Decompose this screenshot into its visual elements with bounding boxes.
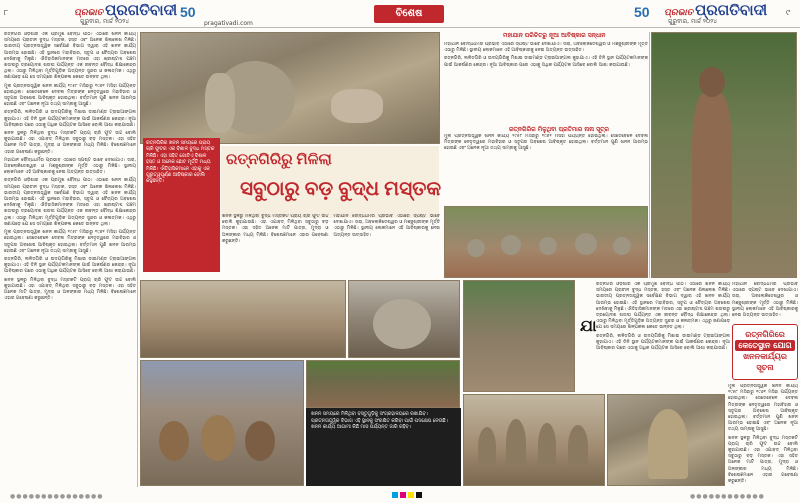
masthead-right [560,2,796,26]
stupa-3 [538,423,556,467]
logo-prefix: ପ୍ରଭାତ [664,7,694,17]
body-paragraph: ମହାଯାନ ବୌଦ୍ଧଧର୍ମର ପ୍ରଭାବ ଏଠାରେ ସ୍ପଷ୍ଟ ଭାବେ ଦେଖାଯାଏ। ତାରା, ଅବଲୋକିତେଶ୍ୱର ଓ ମଞ୍ଜୁଶ୍ରୀଙ୍କ ମୂର୍ତ୍ତି ଏଠାରୁ ମିଳିଛି। ସ୍ଥାନୀୟ ଲୋକମାନେ ଏହି ଆବିଷ୍କାରକୁ ନେଇ ଅତ୍ୟନ୍ତ ଉତ୍ସାହିତ। [444,42,648,54]
stone-elephant-head-photo [348,280,460,358]
column-divider [649,32,650,278]
excavation-buddha-head-photo [140,32,440,144]
body-paragraph: ଖନନ ସ୍ଥଳରୁ ମିଳିଥିବା ବୁଦ୍ଧ ମସ୍ତକଟି ପ୍ରାୟ ଚାରି ଫୁଟ ଉଚ୍ଚ ବୋଲି କୁହାଯାଉଛି। ଏହା ଏଯାବତ୍ ମିଳିଥିବା ସବୁଠାରୁ ବଡ଼ ମସ୍ତକ। ଏହା ସହିତ ଅନେକ ମାଟି ପାତ୍ର, ମୁଦ୍ରା ଓ ଅଳଙ୍କାର ମଧ୍ୟ ମିଳିଛି। ବିଶେଷଜ୍ଞମାନେ ଏହାର ଗବେଷଣା କରୁଛନ୍ତି। [4,277,136,302]
stupa-1 [478,427,496,467]
stupa-large [648,409,688,479]
headline-line-1: ରତ୍ନଗିରିରୁ ମିଳିଲା [226,152,332,168]
logo-text: ପ୍ରଗତିବାଦୀ [105,3,178,19]
registration-dots-right: ●●●●●●●●●●●● [690,493,765,500]
small-head-3 [539,237,557,255]
column-divider [137,32,138,487]
body-paragraph: ମହାଯାନ ବୌଦ୍ଧଧର୍ମର ପ୍ରଭାବ ଏଠାରେ ସ୍ପଷ୍ଟ ଭାବେ ଦେଖାଯାଏ। ତାରା, ଅବଲୋକିତେଶ୍ୱର ଓ ମଞ୍ଜୁଶ୍ରୀଙ୍କ ମୂର୍ତ୍ତି ଏଠାରୁ ମିଳିଛି। ସ୍ଥାନୀୟ ଲୋକମାନେ ଏହି ଆବିଷ୍କାରକୁ ନେଇ ଅତ୍ୟନ୍ତ ଉତ୍ସାହିତ। [333,214,440,238]
stupa-2 [506,419,526,467]
small-head-4 [575,233,597,255]
pot-2 [201,415,235,461]
body-paragraph: ରତ୍ନଗିରି, ଲଳିତଗିରି ଓ ଉଦୟଗିରିକୁ ମିଶାଇ ଡାଇମଣ୍ଡ ଟ୍ରାଇଆଙ୍ଗଲ କୁହାଯାଏ। ଏହି ତିନି ସ୍ଥାନ ପର୍ଯ୍ୟଟକମାନଙ୍କ ପାଇଁ ଆକର୍ଷଣର କେନ୍ଦ୍ର। ନୂଆ ଆବିଷ୍କାର ପରେ ଏଠାକୁ ଅଧିକ ପର୍ଯ୍ୟଟକ ଆସିବେ ବୋଲି ଆଶା କରାଯାଉଛି। [4,256,136,275]
body-paragraph: ରତ୍ନଗିରି ଓଡ଼ିଶାର ଏକ ପ୍ରମୁଖ ବୌଦ୍ଧ ପୀଠ। ଏଠାରେ ଖନନ କାର୍ଯ୍ୟ ସମୟରେ ପ୍ରାଚୀନ ବୁଦ୍ଧ ମସ୍ତକ, ହସ୍ତ ଏବଂ ଅନେକ ଶିଳାଲେଖ ମିଳିଛି। ଭାରତୀୟ ପ୍ରତ୍ନତାତ୍ତ୍ୱିକ ସର୍ବେକ୍ଷଣ ବିଭାଗ ଦ୍ୱାରା ଏହି ଖନନ କାର୍ଯ୍ୟ ଆରମ୍ଭ ହୋଇଛି। ଏହି ସ୍ଥାନରେ ମହାବିହାର, ସ୍ତୂପ ଓ ଚୈତ୍ୟର ଅବଶେଷ ଦେଖିବାକୁ ମିଳୁଛି। ଐତିହାସିକମାନଙ୍କ ମତରେ ଏହା ଖ୍ରୀଷ୍ଟାବ୍ଦ ପଞ୍ଚମ ଶତାବ୍ଦୀରୁ ତ୍ରୟୋଦଶ ଶତାବ୍ଦୀ ପର୍ଯ୍ୟନ୍ତ ଏକ ଜୀବନ୍ତ ବୌଦ୍ଧ ଶିକ୍ଷାକେନ୍ଦ୍ର ଥିଲା। ଏଠାରୁ ମିଳିଥିବା ମୂର୍ତ୍ତିଗୁଡ଼ିକ ଅତ୍ୟନ୍ତ ସୁନ୍ଦର ଓ କଳାତ୍ମକ। ଏଥିରୁ ଜଣାପଡ଼େ ଯେ ସେ ସମୟରେ ଶିଳ୍ପକଳା କେତେ ଉନ୍ନତ ଥିଲା। [4,32,136,81]
pot-1 [159,421,189,461]
small-head-1 [467,239,485,257]
statue-figure [692,93,732,273]
body-column-5 [596,282,730,392]
page-number-left: ୮ [4,8,9,17]
highlight-box-red: ରତ୍ନଗିରିର ଖନନ ସମୟରେ ପ୍ରାୟ ଚାରି ଫୁଟର ଏକ ବିଶାଳ ବୁଦ୍ଧ ମସ୍ତକ ମିଳିଛି। ଏହା ସହିତ ଗୋଟିଏ ବିଶାଳ ହସ୍ତ ଓ ଅନେକ ଛୋଟ ମୂର୍ତ୍ତି ମଧ୍ୟ ମିଳିଛି। ଐତିହାସିକମାନେ ଏହାକୁ ଏକ ଗୁରୁତ୍ୱପୂର୍ଣ୍ଣ ଆବିଷ୍କାର ବୋଲି କହୁଛନ୍ତି। [143,138,220,272]
body-paragraph: ରତ୍ନଗିରି, ଲଳିତଗିରି ଓ ଉଦୟଗିରିକୁ ମିଶାଇ ଡାଇମଣ୍ଡ ଟ୍ରାଇଆଙ୍ଗଲ କୁହାଯାଏ। ଏହି ତିନି ସ୍ଥାନ ପର୍ଯ୍ୟଟକମାନଙ୍କ ପାଇଁ ଆକର୍ଷଣର କେନ୍ଦ୍ର। ନୂଆ ଆବିଷ୍କାର ପରେ ଏଠାକୁ ଅଧିକ ପର୍ଯ୍ୟଟକ ଆସିବେ ବୋଲି ଆଶା କରାଯାଉଛି। [596,333,730,352]
small-head-5 [613,237,631,255]
subheading-2: ରତ୍ନଗିରିର ମିଳୁଥିବା ପ୍ରତିମାର ନାନା ସୂତ୍ର [509,126,609,133]
body-paragraph: ମୁଲ ପ୍ରତ୍ନତାତ୍ତ୍ୱିକ ଖନନ କାର୍ଯ୍ୟ ୧୯୫୮ ମସିହାରୁ ୧୯୬୧ ମସିହା ପର୍ଯ୍ୟନ୍ତ ହୋଇଥିଲା। ସେତେବେଳେ ଦେବଳା ମିତ୍ରଙ୍କ ନେତୃତ୍ୱରେ ମହାବିହାର ଓ ସ୍ତୂପର ଅବଶେଷ ଆବିଷ୍କୃତ ହୋଇଥିଲା। ବର୍ତ୍ତମାନ ପୁଣି ଖନନ ଆରମ୍ଭ ହୋଇଛି ଏବଂ ଅନେକ ନୂଆ ତଥ୍ୟ ସାମ୍ନାକୁ ଆସୁଛି। [4,83,136,108]
statue-head [699,67,725,97]
small-head-2 [501,235,521,255]
pull-quote-line-1: ରତ୍ନଗିରିରେ [745,330,785,339]
yellow-swatch [408,492,414,498]
pull-quote-line-3: ଖନନକାର୍ଯ୍ୟର [743,352,787,361]
caption-box-dark: ଖନନ ସମୟରେ ମିଳିଥିବା ବସ୍ତୁଗୁଡ଼ିକୁ ସଂଗ୍ରହାଳୟରେ ରଖାଯିବ। ପ୍ରତ୍ନତାତ୍ତ୍ୱିକ ବିଭାଗ ଏହି ସ୍ଥାନକୁ ସଂରକ୍ଷିତ କରିବା ପାଇଁ ପଦକ୍ଷେପ ନେଉଛି। ଖନନ କାର୍ଯ୍ୟ ଆଗାମୀ କିଛି ମାସ ପର୍ଯ୍ୟନ୍ତ ଜାରି ରହିବ। [306,408,461,486]
elephant-head-sculpture [373,299,431,349]
pull-quote-line-2: କେତେସ୍ଥାନ ଯୋଗ [735,340,794,351]
stupa-4 [568,425,588,467]
ancient-pots-and-artifacts-photo [140,360,304,486]
masthead-left [4,2,344,26]
body-column-3 [444,42,648,122]
stone-hand [331,89,383,123]
stone-heads-on-bricks-photo [444,206,648,278]
drop-cap: ଯା [580,318,597,335]
pot-3 [245,421,275,461]
masthead [0,0,800,28]
website-label: pragativadi.com [204,20,253,27]
pull-quote-line-4: ସୂଚନା [756,363,774,372]
workers-at-excavation-photo [463,280,575,392]
registration-dots-left: ●●●●●●●●●●●●●●● [10,493,104,500]
black-swatch [416,492,422,498]
body-column-7 [728,384,798,488]
body-column-1 [4,32,136,487]
body-column-2 [222,214,440,276]
body-paragraph: ମୁଲ ପ୍ରତ୍ନତାତ୍ତ୍ୱିକ ଖନନ କାର୍ଯ୍ୟ ୧୯୫୮ ମସିହାରୁ ୧୯୬୧ ମସିହା ପର୍ଯ୍ୟନ୍ତ ହୋଇଥିଲା। ସେତେବେଳେ ଦେବଳା ମିତ୍ରଙ୍କ ନେତୃତ୍ୱରେ ମହାବିହାର ଓ ସ୍ତୂପର ଅବଶେଷ ଆବିଷ୍କୃତ ହୋଇଥିଲା। ବର୍ତ୍ତମାନ ପୁଣି ଖନନ ଆରମ୍ଭ ହୋଇଛି ଏବଂ ଅନେକ ନୂଆ ତଥ୍ୟ ସାମ୍ନାକୁ ଆସୁଛି। [444,134,648,152]
section-title: ବିଶେଷ [374,5,444,23]
anniversary-badge-left: 50 [180,4,196,20]
stupa-detail-photo [607,394,725,486]
body-column-6 [732,282,798,322]
logo-prefix: ପ୍ରଭାତ [74,7,104,17]
headline-line-2: ସବୁଠାରୁ ବଡ଼ ବୁଦ୍ଧ ମସ୍ତକ [240,178,442,200]
standing-buddha-statue-photo [651,32,797,278]
body-paragraph: ମୁଲ ପ୍ରତ୍ନତାତ୍ତ୍ୱିକ ଖନନ କାର୍ଯ୍ୟ ୧୯୫୮ ମସିହାରୁ ୧୯୬୧ ମସିହା ପର୍ଯ୍ୟନ୍ତ ହୋଇଥିଲା। ସେତେବେଳେ ଦେବଳା ମିତ୍ରଙ୍କ ନେତୃତ୍ୱରେ ମହାବିହାର ଓ ସ୍ତୂପର ଅବଶେଷ ଆବିଷ୍କୃତ ହୋଇଥିଲା। ବର୍ତ୍ତମାନ ପୁଣି ଖନନ ଆରମ୍ଭ ହୋଇଛି ଏବଂ ଅନେକ ନୂଆ ତଥ୍ୟ ସାମ୍ନାକୁ ଆସୁଛି। [728,384,798,433]
cyan-swatch [392,492,398,498]
pull-quote [732,324,798,380]
logo-text: ପ୍ରଗତିବାଦୀ [695,3,768,19]
anniversary-badge-right: 50 [634,4,650,20]
page-number-right: ୯ [786,8,790,17]
body-paragraph: ରତ୍ନଗିରି, ଲଳିତଗିରି ଓ ଉଦୟଗିରିକୁ ମିଶାଇ ଡାଇମଣ୍ଡ ଟ୍ରାଇଆଙ୍ଗଲ କୁହାଯାଏ। ଏହି ତିନି ସ୍ଥାନ ପର୍ଯ୍ୟଟକମାନଙ୍କ ପାଇଁ ଆକର୍ଷଣର କେନ୍ଦ୍ର। ନୂଆ ଆବିଷ୍କାର ପରେ ଏଠାକୁ ଅଧିକ ପର୍ଯ୍ୟଟକ ଆସିବେ ବୋଲି ଆଶା କରାଯାଉଛି। [444,56,648,68]
body-paragraph: ଖନନ ସ୍ଥଳରୁ ମିଳିଥିବା ବୁଦ୍ଧ ମସ୍ତକଟି ପ୍ରାୟ ଚାରି ଫୁଟ ଉଚ୍ଚ ବୋଲି କୁହାଯାଉଛି। ଏହା ଏଯାବତ୍ ମିଳିଥିବା ସବୁଠାରୁ ବଡ଼ ମସ୍ତକ। ଏହା ସହିତ ଅନେକ ମାଟି ପାତ୍ର, ମୁଦ୍ରା ଓ ଅଳଙ୍କାର ମଧ୍ୟ ମିଳିଛି। ବିଶେଷଜ୍ଞମାନେ ଏହାର ଗବେଷଣା କରୁଛନ୍ତି। [4,131,136,155]
body-paragraph: ମହାଯାନ ବୌଦ୍ଧଧର୍ମର ପ୍ରଭାବ ଏଠାରେ ସ୍ପଷ୍ଟ ଭାବେ ଦେଖାଯାଏ। ତାରା, ଅବଲୋକିତେଶ୍ୱର ଓ ମଞ୍ଜୁଶ୍ରୀଙ୍କ ମୂର୍ତ୍ତି ଏଠାରୁ ମିଳିଛି। ସ୍ଥାନୀୟ ଲୋକମାନେ ଏହି ଆବିଷ୍କାରକୁ ନେଇ ଅତ୍ୟନ୍ତ ଉତ୍ସାହିତ। [732,282,798,319]
body-paragraph: ଖନନ ସ୍ଥଳରୁ ମିଳିଥିବା ବୁଦ୍ଧ ମସ୍ତକଟି ପ୍ରାୟ ଚାରି ଫୁଟ ଉଚ୍ଚ ବୋଲି କୁହାଯାଉଛି। ଏହା ଏଯାବତ୍ ମିଳିଥିବା ସବୁଠାରୁ ବଡ଼ ମସ୍ତକ। ଏହା ସହିତ ଅନେକ ମାଟି ପାତ୍ର, ମୁଦ୍ରା ଓ ଅଳଙ୍କାର ମଧ୍ୟ ମିଳିଛି। ବିଶେଷଜ୍ଞମାନେ ଏହାର ଗବେଷଣା କରୁଛନ୍ତି। [728,435,798,485]
body-paragraph: ରତ୍ନଗିରି ଓଡ଼ିଶାର ଏକ ପ୍ରମୁଖ ବୌଦ୍ଧ ପୀଠ। ଏଠାରେ ଖନନ କାର୍ଯ୍ୟ ସମୟରେ ପ୍ରାଚୀନ ବୁଦ୍ଧ ମସ୍ତକ, ହସ୍ତ ଏବଂ ଅନେକ ଶିଳାଲେଖ ମିଳିଛି। ଭାରତୀୟ ପ୍ରତ୍ନତାତ୍ତ୍ୱିକ ସର୍ବେକ୍ଷଣ ବିଭାଗ ଦ୍ୱାରା ଏହି ଖନନ କାର୍ଯ୍ୟ ଆରମ୍ଭ ହୋଇଛି। ଏହି ସ୍ଥାନରେ ମହାବିହାର, ସ୍ତୂପ ଓ ଚୈତ୍ୟର ଅବଶେଷ ଦେଖିବାକୁ ମିଳୁଛି। ଐତିହାସିକମାନଙ୍କ ମତରେ ଏହା ଖ୍ରୀଷ୍ଟାବ୍ଦ ପଞ୍ଚମ ଶତାବ୍ଦୀରୁ ତ୍ରୟୋଦଶ ଶତାବ୍ଦୀ ପର୍ଯ୍ୟନ୍ତ ଏକ ଜୀବନ୍ତ ବୌଦ୍ଧ ଶିକ୍ଷାକେନ୍ଦ୍ର ଥିଲା। ଏଠାରୁ ମିଳିଥିବା ମୂର୍ତ୍ତିଗୁଡ଼ିକ ଅତ୍ୟନ୍ତ ସୁନ୍ଦର ଓ କଳାତ୍ମକ। ଏଥିରୁ ଜଣାପଡ଼େ ଯେ ସେ ସମୟରେ ଶିଳ୍ପକଳା କେତେ ଉନ୍ନତ ଥିଲା। [4,178,136,227]
date-right: ଗୁରୁବାର, ମାର୍ଚ୍ଚ ୨୦୨୪ [668,18,718,25]
body-paragraph: ମହାଯାନ ବୌଦ୍ଧଧର୍ମର ପ୍ରଭାବ ଏଠାରେ ସ୍ପଷ୍ଟ ଭାବେ ଦେଖାଯାଏ। ତାରା, ଅବଲୋକିତେଶ୍ୱର ଓ ମଞ୍ଜୁଶ୍ରୀଙ୍କ ମୂର୍ତ୍ତି ଏଠାରୁ ମିଳିଛି। ସ୍ଥାନୀୟ ଲୋକମାନେ ଏହି ଆବିଷ୍କାରକୁ ନେଇ ଅତ୍ୟନ୍ତ ଉତ୍ସାହିତ। [4,157,136,176]
magenta-swatch [400,492,406,498]
body-paragraph: ରତ୍ନଗିରି ଓଡ଼ିଶାର ଏକ ପ୍ରମୁଖ ବୌଦ୍ଧ ପୀଠ। ଏଠାରେ ଖନନ କାର୍ଯ୍ୟ ସମୟରେ ପ୍ରାଚୀନ ବୁଦ୍ଧ ମସ୍ତକ, ହସ୍ତ ଏବଂ ଅନେକ ଶିଳାଲେଖ ମିଳିଛି। ଭାରତୀୟ ପ୍ରତ୍ନତାତ୍ତ୍ୱିକ ସର୍ବେକ୍ଷଣ ବିଭାଗ ଦ୍ୱାରା ଏହି ଖନନ କାର୍ଯ୍ୟ ଆରମ୍ଭ ହୋଇଛି। ଏହି ସ୍ଥାନରେ ମହାବିହାର, ସ୍ତୂପ ଓ ଚୈତ୍ୟର ଅବଶେଷ ଦେଖିବାକୁ ମିଳୁଛି। ଐତିହାସିକମାନଙ୍କ ମତରେ ଏହା ଖ୍ରୀଷ୍ଟାବ୍ଦ ପଞ୍ଚମ ଶତାବ୍ଦୀରୁ ତ୍ରୟୋଦଶ ଶତାବ୍ଦୀ ପର୍ଯ୍ୟନ୍ତ ଏକ ଜୀବନ୍ତ ବୌଦ୍ଧ ଶିକ୍ଷାକେନ୍ଦ୍ର ଥିଲା। ଏଠାରୁ ମିଳିଥିବା ମୂର୍ତ୍ତିଗୁଡ଼ିକ ଅତ୍ୟନ୍ତ ସୁନ୍ଦର ଓ କଳାତ୍ମକ। ଏଥିରୁ ଜଣାପଡ଼େ ଯେ ସେ ସମୟରେ ଶିଳ୍ପକଳା କେତେ ଉନ୍ନତ ଥିଲା। [596,282,730,331]
date-left: ଗୁରୁବାର, ମାର୍ଚ୍ଚ ୨୦୨୪ [80,18,130,25]
subheading-1: ମହାଯାନ ପରିଚିତରୁ ନୂଆ ଆବିଷ୍କାର ସନ୍ଧାନ [503,32,606,39]
buddha-statue-in-field-photo [306,360,460,408]
body-paragraph: ମୁଲ ପ୍ରତ୍ନତାତ୍ତ୍ୱିକ ଖନନ କାର୍ଯ୍ୟ ୧୯୫୮ ମସିହାରୁ ୧୯୬୧ ମସିହା ପର୍ଯ୍ୟନ୍ତ ହୋଇଥିଲା। ସେତେବେଳେ ଦେବଳା ମିତ୍ରଙ୍କ ନେତୃତ୍ୱରେ ମହାବିହାର ଓ ସ୍ତୂପର ଅବଶେଷ ଆବିଷ୍କୃତ ହୋଇଥିଲା। ବର୍ତ୍ତମାନ ପୁଣି ଖନନ ଆରମ୍ଭ ହୋଇଛି ଏବଂ ଅନେକ ନୂଆ ତଥ୍ୟ ସାମ୍ନାକୁ ଆସୁଛି। [4,230,136,254]
body-column-4 [444,134,648,204]
stupa-cluster-photo [463,394,605,486]
stone-fragment [205,73,235,133]
print-registration-strip [0,490,800,503]
body-paragraph: ରତ୍ନଗିରି, ଲଳିତଗିରି ଓ ଉଦୟଗିରିକୁ ମିଶାଇ ଡାଇମଣ୍ଡ ଟ୍ରାଇଆଙ୍ଗଲ କୁହାଯାଏ। ଏହି ତିନି ସ୍ଥାନ ପର୍ଯ୍ୟଟକମାନଙ୍କ ପାଇଁ ଆକର୍ଷଣର କେନ୍ଦ୍ର। ନୂଆ ଆବିଷ୍କାର ପରେ ଏଠାକୁ ଅଧିକ ପର୍ଯ୍ୟଟକ ଆସିବେ ବୋଲି ଆଶା କରାଯାଉଛି। [4,110,136,128]
body-paragraph: ଖନନ ସ୍ଥଳରୁ ମିଳିଥିବା ବୁଦ୍ଧ ମସ୍ତକଟି ପ୍ରାୟ ଚାରି ଫୁଟ ଉଚ୍ଚ ବୋଲି କୁହାଯାଉଛି। ଏହା ଏଯାବତ୍ ମିଳିଥିବା ସବୁଠାରୁ ବଡ଼ ମସ୍ତକ। ଏହା ସହିତ ଅନେକ ମାଟି ପାତ୍ର, ମୁଦ୍ରା ଓ ଅଳଙ୍କାର ମଧ୍ୟ ମିଳିଛି। ବିଶେଷଜ୍ଞମାନେ ଏହାର ଗବେଷଣା କରୁଛନ୍ତି। [222,214,329,244]
excavation-site-photo [140,280,346,358]
